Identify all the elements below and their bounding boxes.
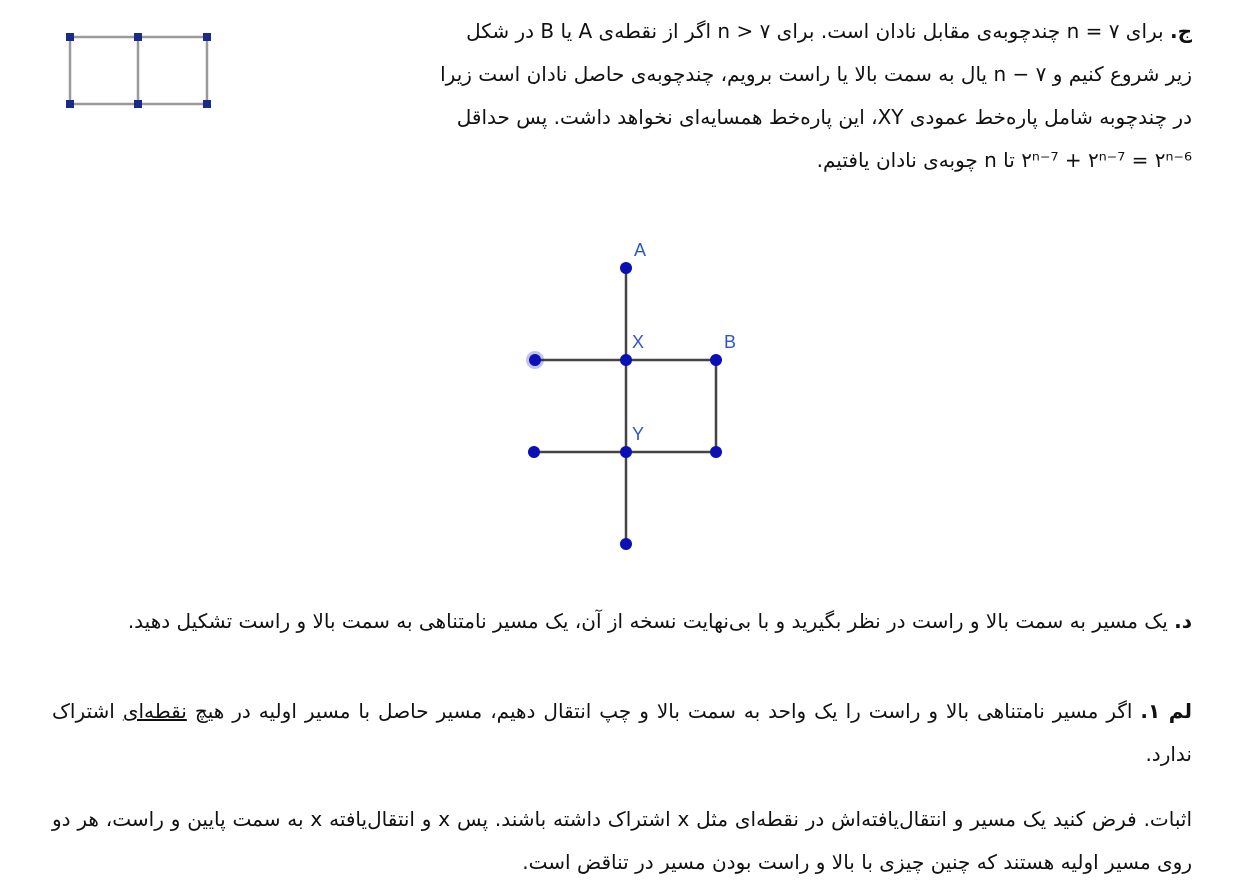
- lemma-label: لم ۱.: [1140, 699, 1193, 723]
- small-dot: [66, 100, 74, 108]
- right-bottom-dot: [710, 446, 722, 458]
- polystick-diagram: [510, 230, 770, 560]
- proof-text: اثبات. فرض کنید یک مسیر و انتقال‌یافته‌اش در نقطه‌ای مثل x اشتراک داشته باشند. پس x و انتقال‌یافته x به سمت پایین و راست، هر دو روی مسیر اولیه هستند که چنین چیزی با بالا و راست بودن مسیر در تناقض است.: [52, 807, 1193, 874]
- point-B-dot: [710, 354, 722, 366]
- small-dot: [134, 33, 142, 41]
- section-c-label: ج.: [1169, 19, 1192, 43]
- section-c-paragraph: [292, 10, 1192, 182]
- label-X: X: [632, 332, 645, 352]
- left-top-dot: [529, 354, 541, 366]
- section-d-text: یک مسیر به سمت بالا و راست در نظر بگیرید و با بی‌نهایت نسخه از آن، یک مسیر نامتناهی به سمت بالا و راست تشکیل دهید.: [127, 609, 1168, 633]
- section-c-line-3: در چندچوبه شامل پاره‌خط عمودی XY، این پاره‌خط همسایه‌ای نخواهد داشت. پس حداقل: [456, 105, 1192, 129]
- lemma-paragraph: [52, 690, 1192, 776]
- label-B: B: [724, 332, 737, 352]
- point-Y-dot: [620, 446, 632, 458]
- small-grid-figure: [60, 30, 220, 120]
- label-A: A: [634, 240, 647, 260]
- left-bottom-dot: [528, 446, 540, 458]
- small-dot: [203, 100, 211, 108]
- proof-paragraph: [52, 798, 1192, 884]
- point-X-dot: [620, 354, 632, 366]
- lemma-text-before: اگر مسیر نامتناهی بالا و راست را یک واحد به سمت بالا و چپ انتقال دهیم، مسیر حاصل با مسیر اولیه در هیچ: [194, 699, 1133, 723]
- lemma-underlined-word: نقطه‌ای: [122, 699, 187, 723]
- lemma-text-after: اشتراک ندارد.: [52, 699, 1192, 766]
- point-A-dot: [620, 262, 632, 274]
- label-Y: Y: [632, 424, 645, 444]
- section-c-line-4: ۲ⁿ⁻⁷ + ۲ⁿ⁻⁷ = ۲ⁿ⁻⁶ تا n چوبه‌ی نادان یافتیم.: [816, 148, 1192, 172]
- section-c-line-1: ج. برای n = ۷ چندچوبه‌ی مقابل نادان است. برای n > ۷ اگر از نقطه‌ی A یا B در شکل: [466, 19, 1192, 43]
- small-dot: [66, 33, 74, 41]
- section-c-line-2: زیر شروع کنیم و n − ۷ یال به سمت بالا یا راست برویم، چندچوبه‌ی حاصل نادان است زیرا: [440, 62, 1192, 86]
- small-dot: [203, 33, 211, 41]
- section-d-paragraph: [52, 600, 1192, 643]
- bottom-dot: [620, 538, 632, 550]
- small-dot: [134, 100, 142, 108]
- section-d-label: د.: [1174, 609, 1192, 633]
